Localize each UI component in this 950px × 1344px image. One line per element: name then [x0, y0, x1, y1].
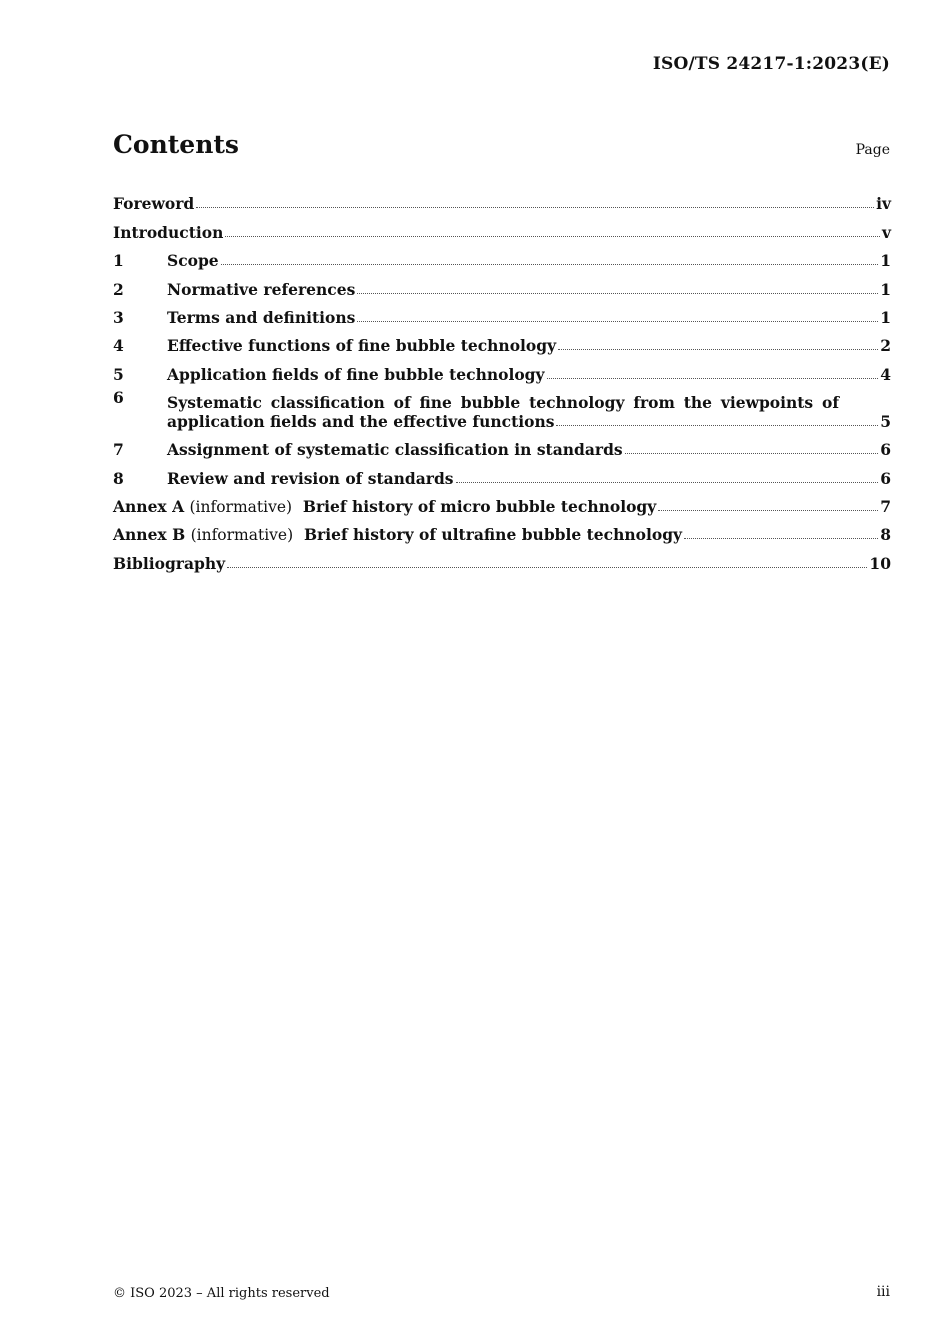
dot-leader — [221, 264, 879, 265]
toc-page: 6 — [880, 468, 891, 488]
toc-number: 7 — [113, 440, 124, 460]
dot-leader — [547, 378, 879, 379]
page-number: iii — [876, 1284, 890, 1300]
toc-number: 5 — [113, 364, 124, 384]
toc-page: 6 — [880, 440, 891, 460]
toc-title: Effective functions of fine bubble technology — [167, 336, 557, 356]
toc-title: Brief history of micro bubble technology — [302, 496, 657, 516]
dot-leader — [225, 236, 880, 237]
toc-number: 6 — [113, 387, 124, 407]
dot-leader — [196, 207, 874, 208]
toc-title: Brief history of ultrafine bubble technology — [303, 525, 683, 545]
toc-title-line-1: Systematic classification of fine bubble technology from the viewpoints of — [167, 392, 839, 412]
dot-leader — [357, 321, 878, 322]
annex-label: Annex A — [113, 496, 185, 516]
toc-title: Bibliography — [113, 553, 226, 573]
toc-entry-section-4[interactable] — [113, 327, 891, 355]
toc-entry-annex-b[interactable] — [113, 516, 891, 544]
annex-type: (informative) — [189, 497, 293, 516]
annex-label: Annex B — [113, 525, 186, 545]
dot-leader — [456, 482, 879, 483]
dot-leader — [684, 538, 878, 539]
toc-entry-section-6[interactable] — [113, 384, 891, 431]
toc-title: Introduction — [113, 222, 224, 242]
toc-entry-section-3[interactable] — [113, 299, 891, 327]
toc-entry-introduction[interactable] — [113, 213, 891, 241]
toc-page: 7 — [880, 496, 891, 516]
toc-entry-annex-a[interactable] — [113, 488, 891, 516]
toc-number: 1 — [113, 251, 124, 271]
dot-leader — [558, 349, 878, 350]
dot-leader — [625, 453, 879, 454]
toc-entry-section-5[interactable] — [113, 355, 891, 383]
table-of-contents — [113, 185, 891, 573]
toc-title: Foreword — [113, 194, 195, 214]
toc-page: v — [881, 222, 891, 242]
page-column-label: Page — [855, 142, 890, 158]
dot-leader — [357, 293, 878, 294]
toc-title: Review and revision of standards — [167, 468, 454, 488]
dot-leader — [227, 567, 867, 568]
toc-number: 8 — [113, 468, 124, 488]
toc-title: Terms and definitions — [167, 307, 356, 327]
toc-entry-section-7[interactable] — [113, 431, 891, 459]
toc-entry-section-8[interactable] — [113, 459, 891, 487]
toc-number: 2 — [113, 279, 124, 299]
toc-page: 1 — [880, 251, 891, 271]
toc-title: Application fields of fine bubble technology — [167, 364, 545, 384]
toc-title: Scope — [167, 251, 219, 271]
toc-entry-section-2[interactable] — [113, 270, 891, 298]
toc-number: 3 — [113, 307, 124, 327]
dot-leader — [556, 425, 878, 426]
toc-title: Normative references — [167, 279, 356, 299]
toc-entry-section-1[interactable] — [113, 242, 891, 270]
annex-type: (informative) — [190, 526, 294, 545]
copyright-notice: © ISO 2023 – All rights reserved — [113, 1286, 330, 1301]
document-id: ISO/TS 24217-1:2023(E) — [652, 54, 890, 74]
toc-page: iv — [876, 194, 891, 214]
dot-leader — [658, 510, 878, 511]
contents-heading: Contents — [113, 130, 240, 159]
toc-page: 2 — [880, 336, 891, 356]
toc-entry-foreword[interactable] — [113, 185, 891, 213]
toc-page: 5 — [880, 411, 891, 431]
toc-page: 4 — [880, 364, 891, 384]
toc-page: 1 — [880, 279, 891, 299]
toc-number: 4 — [113, 336, 124, 356]
toc-title-line-2: application fields and the effective functions — [167, 411, 555, 431]
toc-title: Assignment of systematic classification in standards — [167, 440, 623, 460]
toc-entry-bibliography[interactable] — [113, 544, 891, 572]
toc-page: 1 — [880, 307, 891, 327]
toc-page: 10 — [869, 553, 891, 573]
toc-page: 8 — [880, 525, 891, 545]
